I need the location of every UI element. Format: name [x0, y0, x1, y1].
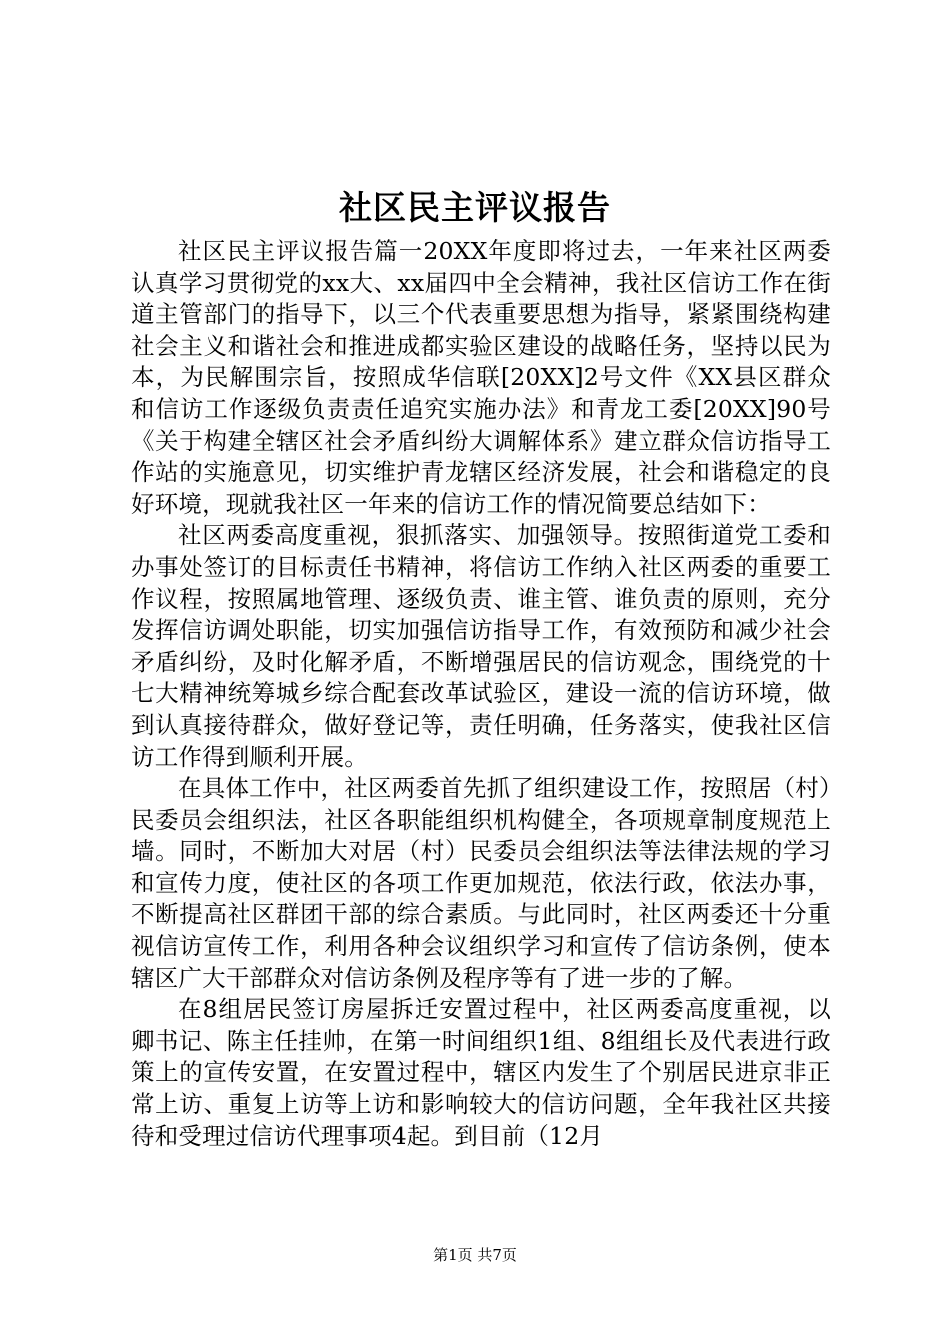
page-number-footer: 第1页 共7页	[433, 1246, 517, 1264]
paragraph: 社区民主评议报告篇一20XX年度即将过去，一年来社区两委认真学习贯彻党的xx大、xx届四中全会精神，我社区信访工作在街道主管部门的指导下，以三个代表重要思想为指导，紧紧围绕构建社会主义和谐社会和推进成都实验区建设的战略任务，坚持以民为本，为民解围宗旨，按照成华信联[20XX]2号文件《XX县区群众和信访工作逐级负责责任追究实施办法》和青龙工委[20XX]90号《关于构建全辖区社会矛盾纠纷大调解体系》建立群众信访指导工作站的实施意见，切实维护青龙辖区经济发展，社会和谐稳定的良好环境，现就我社区一年来的信访工作的情况简要总结如下：	[131, 237, 831, 518]
paragraph: 在具体工作中，社区两委首先抓了组织建设工作，按照居（村）民委员会组织法，社区各职能组织机构健全，各项规章制度规范上墙。同时，不断加大对居（村）民委员会组织法等法律法规的学习和宣传力度，使社区的各项工作更加规范，依法行政，依法办事，不断提高社区群团干部的综合素质。与此同时，社区两委还十分重视信访宣传工作，利用各种会议组织学习和宣传了信访条例，使本辖区广大干部群众对信访条例及程序等有了进一步的了解。	[131, 774, 831, 992]
document-body	[131, 236, 831, 1152]
document-title: 社区民主评议报告	[339, 188, 611, 227]
paragraph: 社区两委高度重视，狠抓落实、加强领导。按照街道党工委和办事处签订的目标责任书精神，将信访工作纳入社区两委的重要工作议程，按照属地管理、逐级负责、谁主管、谁负责的原则，充分发挥信访调处职能，切实加强信访指导工作，有效预防和减少社会矛盾纠纷，及时化解矛盾，不断增强居民的信访观念，围绕党的十七大精神统筹城乡综合配套改革试验区，建设一流的信访环境，做到认真接待群众，做好登记等，责任明确，任务落实，使我社区信访工作得到顺利开展。	[131, 521, 831, 771]
paragraph: 在8组居民签订房屋拆迁安置过程中，社区两委高度重视，以卿书记、陈主任挂帅，在第一时间组织1组、8组组长及代表进行政策上的宣传安置，在安置过程中，辖区内发生了个别居民进京非正常上访、重复上访等上访和影响较大的信访问题，全年我社区共接待和受理过信访代理事项4起。到目前（12月	[131, 995, 831, 1150]
